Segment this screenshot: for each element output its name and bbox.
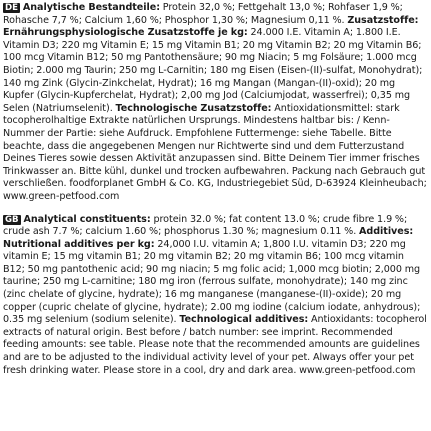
language-badge-gb: GB <box>5 214 19 225</box>
analytical-values-de: Protein 32,0 %; Fettgehalt 13,0 %; Rohfaser 1,9 %; Rohasche 7,7 %; Calcium 1,60 %; Phosphor 1,30 %; Magnesium 0,11 %. <box>3 2 403 26</box>
section-german <box>3 2 428 204</box>
technological-text-gb: Antioxidants: tocopherol extracts of natural origin. Best before / batch number: see imprint. Recommended feeding amounts: see table. Please note that the recommended amounts are guidelines and are to be adjusted to the individual activity level of your pet. Always offer your pet fresh drinking water. Please store in a cool, dry and dark area. www.green-petfood.com <box>3 314 427 376</box>
analytical-heading-gb: Analytical constituents: <box>23 213 151 225</box>
additives-heading-gb: Additives: Nutritional additives per kg: <box>3 226 414 250</box>
analytical-heading-de: Analytische Bestandteile: <box>22 2 160 13</box>
technological-heading-de: Technologische Zusatzstoffe: <box>115 102 272 114</box>
additives-values-gb: 24,000 I.U. vitamin A; 1,800 I.U. vitamin D3; 220 mg vitamin E; 15 mg vitamin B1; 20 mg vitamin B2; 20 mg vitamin B6; 100 mcg vitamin B12; 50 mg pantothenic acid; 90 mg niacin; 5 mg folic acid; 1,000 mcg biotin; 2,000 mg taurine; 250 mg L-carnitine; 180 mg iron (ferrous sulfate, monohydrate); 140 mg zinc (zinc chelate of glycine, hydrate); 16 mg manganese (manganese-(II)-oxide); 20 mg copper (cupric chelate of glycine, hydrate); 2.00 mg iodine (calcium iodate, anhydrous); 0.35 mg selenium (sodium selenite). <box>3 238 421 326</box>
section-english <box>3 214 428 378</box>
technological-heading-gb: Technological additives: <box>179 314 309 326</box>
analytical-values-gb: protein 32.0 %; fat content 13.0 %; crude fibre 1.9 %; crude ash 7.7 %; calcium 1.60 %; phosphorus 1.30 %; magnesium 0.11 %. <box>3 213 408 238</box>
technological-text-de: Antioxidationsmittel: stark tocopherolhaltige Extrakte natürlichen Ursprungs. Mindestens haltbar bis: / Kenn-Nummer der Partie: siehe Aufdruck. Empfohlene Futtermenge: siehe Tabelle. Bitte beachte, dass die angegebenen Mengen nur Richtwerte sind und dem Futterzustand Deines Tieres sowie dessen Aktivität anzupassen sind. Bitte Deinem Tier immer frisches Trinkwasser an. Bitte kühl, dunkel und trocken aufbewahren. Packung nach Gebrauch gut verschließen. foodforplanet GmbH & Co. KG, Industriegebiet Süd, D-63924 Kleinheubach; www.green-petfood.com <box>3 102 427 202</box>
additives-values-de: 24.000 I.E. Vitamin A; 1.800 I.E. Vitamin D3; 220 mg Vitamin E; 15 mg Vitamin B1; 20 mg Vitamin B2; 20 mg Vitamin B6; 100 mcg Vitamin B12; 50 mg Pantothensäure; 90 mg Niacin; 5 mg Folsäure; 1.000 mcg Biotin; 2.000 mg Taurin; 250 mg L-Carnitin; 180 mg Eisen (Eisen-(II)-sulfat, Monohydrat); 140 mg Zink (Glycin-Zinkchelat, Hydrat); 16 mg Mangan (Mangan-(II)-oxid); 20 mg Kupfer (Glycin-Kupferchelat, Hydrat); 2,00 mg Jod (Calciumjodat, wasserfrei); 0,35 mg Selen (Natriumselenit). <box>3 27 423 114</box>
language-badge-de: DE <box>5 3 18 13</box>
additives-heading-de: Zusatzstoffe: Ernährungsphysiologische Zusatzstoffe je kg: <box>3 14 419 39</box>
